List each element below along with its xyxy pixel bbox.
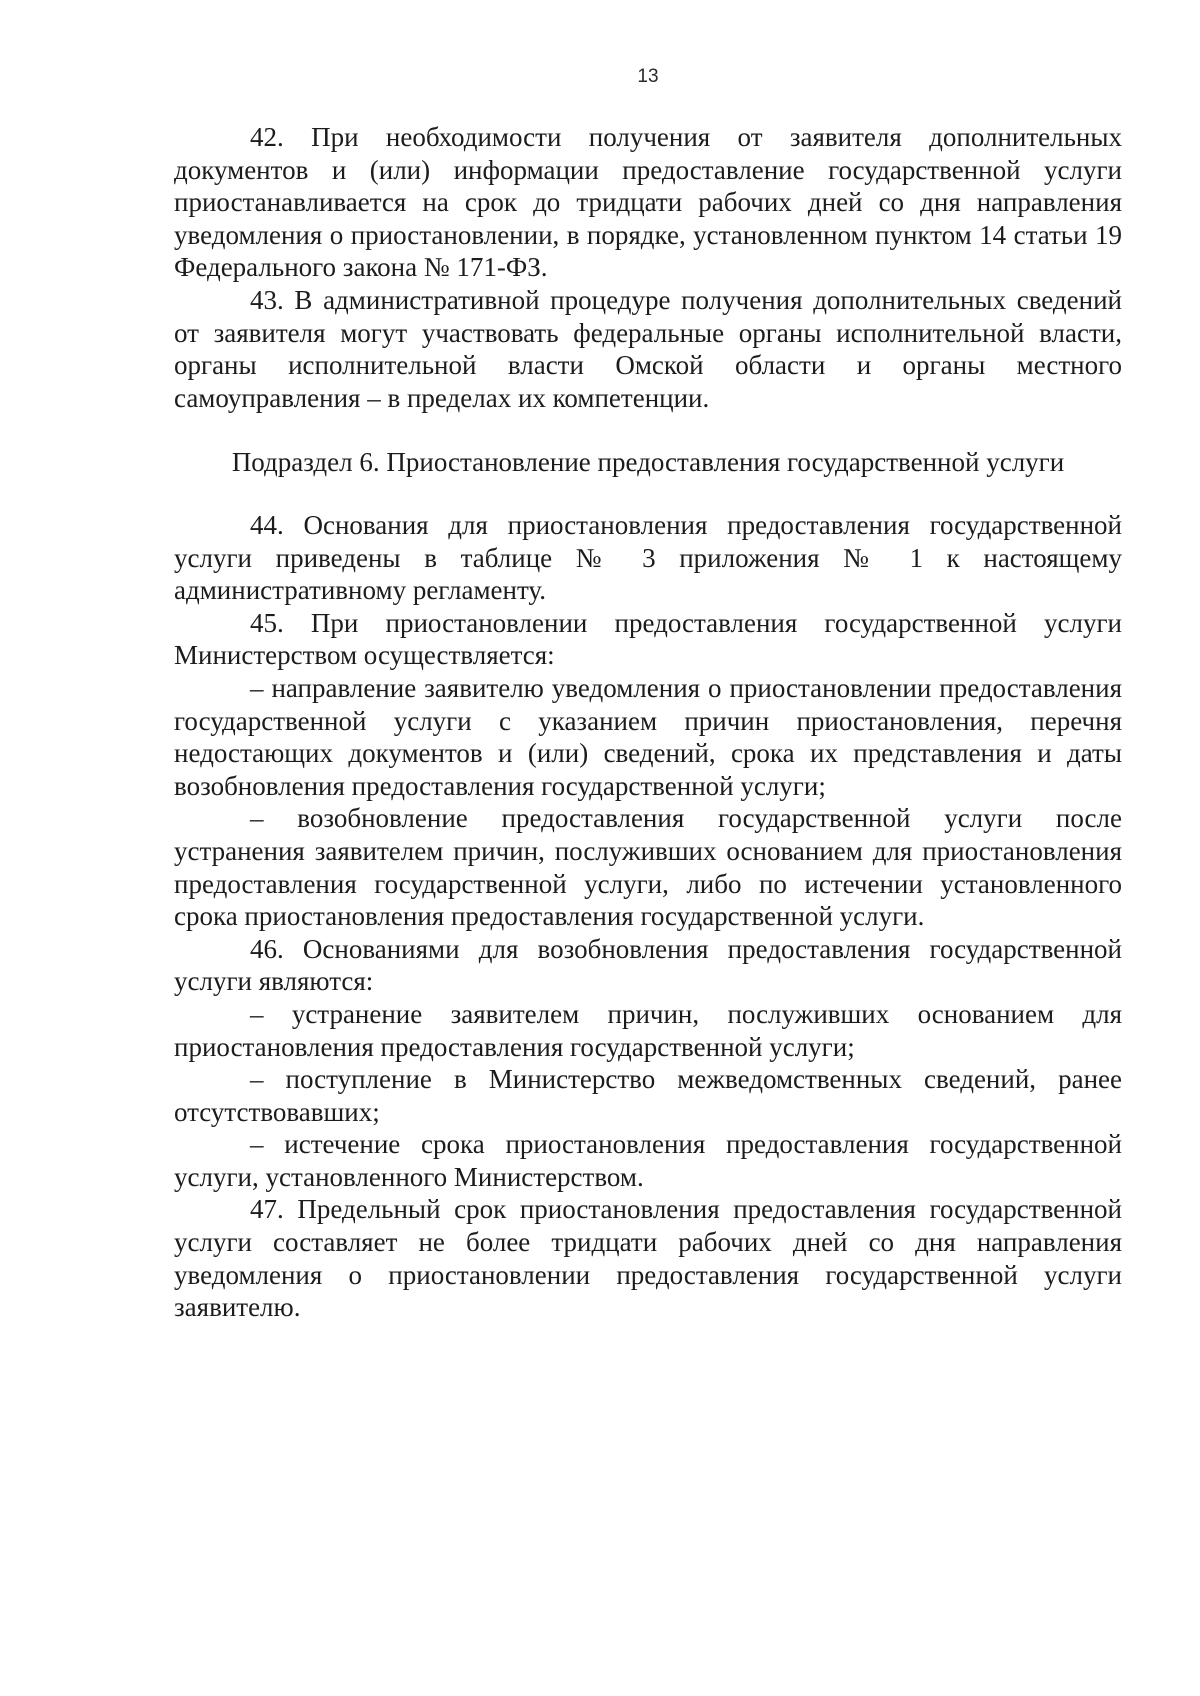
list-item-receipt: – поступление в Министерство межведомственных сведений, ранее отсутствовавших; xyxy=(174,1064,1122,1127)
paragraph-47: 47. Предельный срок приостановления предоставления государственной услуги составляет не более тридцати рабочих дней со дня направления уведомления о приостановлении предоставления государственной услуги заявителю. xyxy=(174,1194,1122,1323)
subsection-heading: Подраздел 6. Приостановление предоставления государственной услуги xyxy=(231,447,1065,477)
list-item-notification: – направление заявителю уведомления о приостановлении предоставления государственной услуги с указанием причин приостановления, перечня недостающих документов и (или) сведений, срока их представления и даты возобновления предоставления государственной услуги; xyxy=(174,672,1122,801)
paragraph-44: 44. Основания для приостановления предоставления государственной услуги приведены в таблице № 3 приложения № 1 к настоящему административному регламенту. xyxy=(174,510,1122,606)
paragraph-42: 42. При необходимости получения от заявителя дополнительных документов и (или) информации предоставление государственной услуги приостанавливается на срок до тридцати рабочих дней со дня направления уведомления о приостановлении, в порядке, установленном пунктом 14 статьи 19 Федерального закона № 171-ФЗ. xyxy=(174,122,1122,283)
section-text-before-heading xyxy=(174,121,1122,414)
paragraph-43: 43. В административной процедуре получения дополнительных сведений от заявителя могут участвовать федеральные органы исполнительной власти, органы исполнительной власти Омской области и органы местного самоуправления – в пределах их компетенции. xyxy=(174,284,1122,413)
page-number: 13 xyxy=(637,66,659,87)
section-text-after-heading xyxy=(174,509,1122,1324)
paragraph-45: 45. При приостановлении предоставления государственной услуги Министерством осуществляется: xyxy=(174,607,1122,671)
list-item-expiration: – истечение срока приостановления предоставления государственной услуги, установленного Министерством. xyxy=(174,1129,1122,1192)
paragraph-46: 46. Основаниями для возобновления предоставления государственной услуги являются: xyxy=(174,933,1122,997)
list-item-elimination: – устранение заявителем причин, послуживших основанием для приостановления предоставления государственной услуги; xyxy=(174,998,1122,1062)
list-item-resumption: – возобновление предоставления государственной услуги после устранения заявителем причин, послуживших основанием для приостановления предоставления государственной услуги, либо по истечении установленного срока приостановления предоставления государственной услуги. xyxy=(174,803,1122,932)
